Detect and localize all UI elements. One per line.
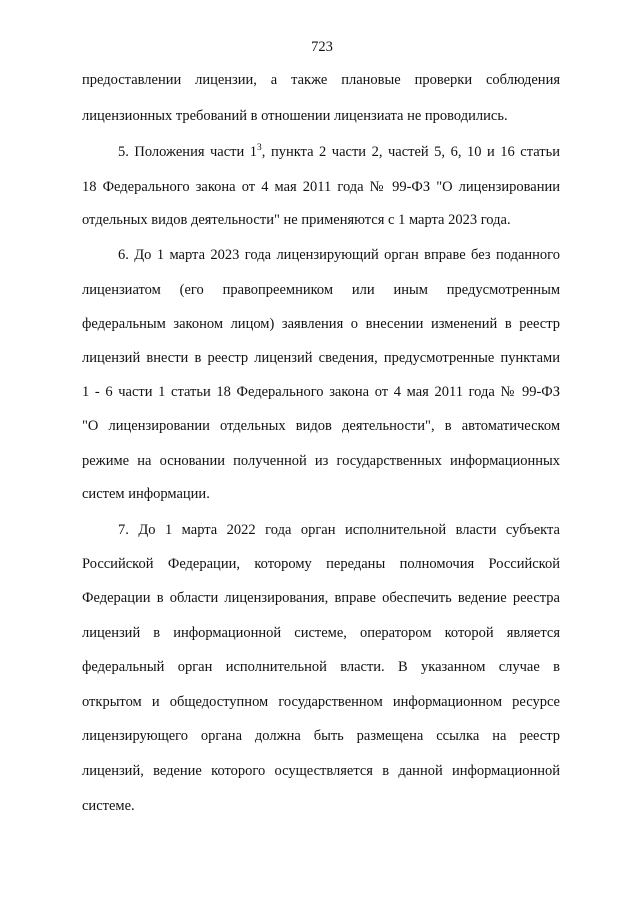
text-line: систем информации. (82, 486, 210, 502)
text-line: 6. До 1 марта 2023 года лицензирующий орган вправе без поданного (118, 247, 560, 263)
text-line: Федерации в области лицензирования, вправе обеспечить ведение реестра (82, 590, 560, 606)
text-line (118, 142, 560, 162)
text-line: предоставлении лицензии, а также плановые проверки соблюдения (82, 72, 560, 88)
text-line: лицензий, ведение которого осуществляется в данной информационной (82, 763, 560, 779)
text-line: 18 Федерального закона от 4 мая 2011 года № 99-ФЗ "О лицензировании (82, 179, 560, 195)
page-number: 723 (311, 39, 333, 55)
text-line: лицензионных требований в отношении лицензиата не проводились. (82, 108, 508, 124)
text-line: федеральным законом лицом) заявления о внесении изменений в реестр (82, 316, 560, 332)
text-line: лицензий внести в реестр лицензий сведения, предусмотренные пунктами (82, 350, 560, 366)
superscript: 3 (257, 143, 262, 154)
text-line: лицензирующего органа должна быть размещена ссылка на реестр (82, 728, 560, 744)
text-line: федеральный орган исполнительной власти. В указанном случае в (82, 659, 560, 675)
text-line: 1 - 6 части 1 статьи 18 Федерального закона от 4 мая 2011 года № 99-ФЗ (82, 384, 560, 400)
text-line: "О лицензировании отдельных видов деятельности", в автоматическом (82, 418, 560, 434)
text-line: режиме на основании полученной из государственных информационных (82, 453, 560, 469)
text-line: 7. До 1 марта 2022 года орган исполнительной власти субъекта (118, 522, 560, 538)
text-line: отдельных видов деятельности" не применяются с 1 марта 2023 года. (82, 212, 511, 228)
text-line: открытом и общедоступном государственном информационном ресурсе (82, 694, 560, 710)
text-segment: 5. Положения части 1 (118, 144, 258, 160)
text-segment: , пункта 2 части 2, частей 5, 6, 10 и 16 статьи (261, 144, 560, 160)
text-line: системе. (82, 798, 135, 814)
text-line: лицензий в информационной системе, оператором которой является (82, 625, 560, 641)
text-line: Российской Федерации, которому переданы полномочия Российской (82, 556, 560, 572)
text-line: лицензиатом (его правопреемником или иным предусмотренным (82, 282, 560, 298)
